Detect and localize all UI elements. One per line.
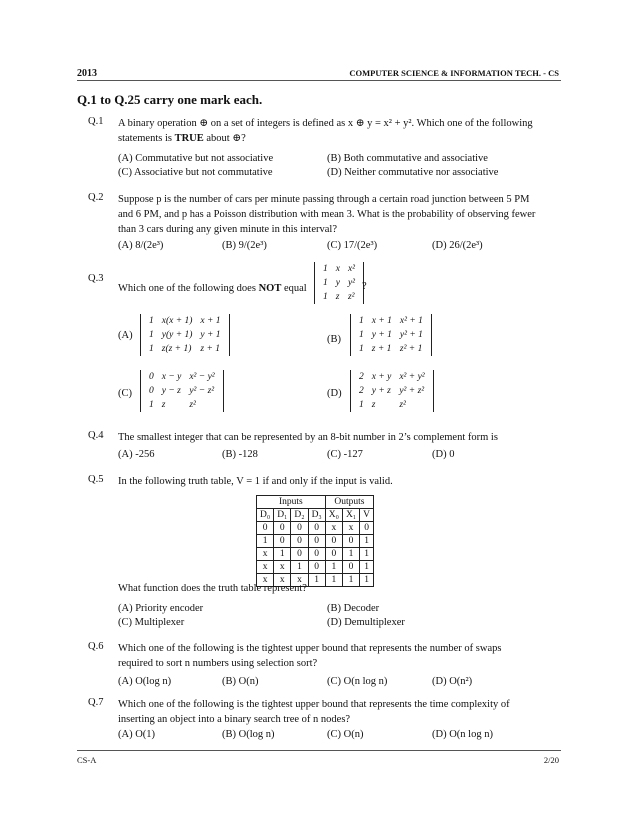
q6-option-c[interactable]: (C) O(n log n) <box>327 676 388 687</box>
table-cell: 0 <box>342 535 359 548</box>
table-cell: 0 <box>308 535 325 548</box>
q3-text-post: equal <box>281 283 307 294</box>
determinant-entry: x(x + 1) <box>161 316 193 326</box>
determinant-entry: 2 <box>359 386 364 396</box>
table-cell: 0 <box>291 548 308 561</box>
q5-option-d[interactable]: (D) Demultiplexer <box>327 617 405 628</box>
determinant-entry: 1 <box>323 292 328 302</box>
q4-option-b[interactable]: (B) -128 <box>222 449 258 460</box>
truth-table-header-cell: V <box>360 509 374 522</box>
table-cell: x <box>342 522 359 535</box>
determinant-entry: x + 1 <box>200 316 221 326</box>
table-cell: x <box>257 574 274 587</box>
q5-number: Q.5 <box>88 474 104 485</box>
determinant-entry: 1 <box>359 330 364 340</box>
q6-text-line1: Which one of the following is the tightest upper bound that represents the number of swaps <box>118 643 502 654</box>
determinant-entry: y + 1 <box>200 330 221 340</box>
q1-option-a[interactable]: (A) Commutative but not associative <box>118 153 274 164</box>
determinant-entry: z² + 1 <box>399 344 423 354</box>
q4-number: Q.4 <box>88 430 104 441</box>
table-cell: x <box>325 522 342 535</box>
truth-table-header-cell: D₃ <box>308 509 325 522</box>
table-cell: x <box>291 574 308 587</box>
q3-number: Q.3 <box>88 273 104 284</box>
q1-text <box>118 116 558 146</box>
q2-option-d[interactable]: (D) 26/(2e³) <box>432 240 483 251</box>
determinant-entry: x + 1 <box>371 316 392 326</box>
table-cell: 0 <box>257 522 274 535</box>
q7-option-d[interactable]: (D) O(n log n) <box>432 729 493 740</box>
q3-text-pre: Which one of the following does <box>118 283 259 294</box>
table-cell: 0 <box>308 561 325 574</box>
table-cell: 1 <box>342 548 359 561</box>
determinant-entry: y + z <box>371 386 391 396</box>
truth-table-header-cell: D₀ <box>257 509 274 522</box>
truth-table-header-cell: D₂ <box>291 509 308 522</box>
q7-option-b[interactable]: (B) O(log n) <box>222 729 275 740</box>
determinant-entry: z <box>161 400 166 410</box>
table-cell: 1 <box>291 561 308 574</box>
table-cell: x <box>274 574 291 587</box>
q7-option-a[interactable]: (A) O(1) <box>118 729 156 740</box>
determinant-entry: 1 <box>359 400 364 410</box>
determinant-entry: 0 <box>149 372 154 382</box>
table-cell: 0 <box>291 522 308 535</box>
table-cell: 1 <box>274 548 291 561</box>
determinant-entry: y² <box>347 278 356 288</box>
determinant-entry: z² <box>189 400 196 410</box>
q3-option-c-label[interactable]: (C) <box>118 388 132 399</box>
truth-table-group-inputs: Inputs <box>257 496 326 509</box>
header-title: COMPUTER SCIENCE & INFORMATION TECH. - CS <box>349 68 559 78</box>
q2-text <box>118 192 558 237</box>
q6-number: Q.6 <box>88 641 104 652</box>
table-cell: 0 <box>274 535 291 548</box>
determinant-entry: z <box>371 400 376 410</box>
q5-option-b[interactable]: (B) Decoder <box>327 603 380 614</box>
table-row <box>257 548 374 561</box>
q2-number: Q.2 <box>88 192 104 203</box>
q6-option-a[interactable]: (A) O(log n) <box>118 676 172 687</box>
q4-option-c[interactable]: (C) -127 <box>327 449 363 460</box>
q3-question-mark: ? <box>362 281 367 292</box>
q1-option-b[interactable]: (B) Both commutative and associative <box>327 153 488 164</box>
truth-table-group-row <box>257 496 374 509</box>
q5-text: In the following truth table, V = 1 if and only if the input is valid. <box>118 476 393 487</box>
table-cell: x <box>257 548 274 561</box>
determinant-entry: y <box>335 278 340 288</box>
table-cell: 0 <box>342 561 359 574</box>
determinant-entry: 1 <box>149 400 154 410</box>
determinant-entry: x <box>335 264 340 274</box>
q3-option-b-label[interactable]: (B) <box>327 334 341 345</box>
q3-option-a-determinant[interactable] <box>140 314 230 356</box>
footer-page: 2/20 <box>543 755 559 765</box>
q1-text-line1: A binary operation ⊕ on a set of integers is defined as x ⊕ y = x² + y². Which one of the following <box>118 118 533 129</box>
q3-option-d-label[interactable]: (D) <box>327 388 342 399</box>
determinant-entry: 1 <box>359 344 364 354</box>
determinant-entry: 2 <box>359 372 364 382</box>
determinant-entry: z² <box>399 400 406 410</box>
table-cell: 1 <box>360 548 374 561</box>
determinant-entry: 1 <box>323 264 328 274</box>
q7-number: Q.7 <box>88 697 104 708</box>
q4-option-a[interactable]: (A) -256 <box>118 449 155 460</box>
determinant-entry: z² <box>347 292 355 302</box>
footer-left: CS-A <box>77 755 97 765</box>
table-cell: x <box>257 561 274 574</box>
table-cell: 1 <box>360 535 374 548</box>
q5-option-a[interactable]: (A) Priority encoder <box>118 603 204 614</box>
table-cell: 0 <box>325 548 342 561</box>
q1-text-line2 <box>118 131 558 146</box>
q3-text <box>118 281 318 296</box>
determinant-entry: y² + 1 <box>399 330 423 340</box>
q5-option-c[interactable]: (C) Multiplexer <box>118 617 185 628</box>
footer-rule <box>77 750 561 751</box>
truth-table-header-cell: X₁ <box>342 509 359 522</box>
header-rule <box>77 80 561 81</box>
determinant-entry: x² <box>347 264 356 274</box>
q2-option-c[interactable]: (C) 17/(2e³) <box>327 240 378 251</box>
q7-text-line1: Which one of the following is the tightest upper bound that represents the time complexity of <box>118 699 510 710</box>
q5-truth-table <box>256 495 374 587</box>
table-cell: 0 <box>308 522 325 535</box>
q3-option-d-determinant[interactable] <box>350 370 434 412</box>
q2-option-a[interactable]: (A) 8/(2e³) <box>118 240 164 251</box>
determinant-entry: z + 1 <box>200 344 221 354</box>
q1-text-post: about ⊕? <box>203 133 246 144</box>
q1-number: Q.1 <box>88 116 104 127</box>
determinant-entry: z(z + 1) <box>161 344 192 354</box>
q4-text: The smallest integer that can be represented by an 8-bit number in 2’s complement form is <box>118 432 498 443</box>
table-cell: x <box>274 561 291 574</box>
table-cell: 0 <box>308 548 325 561</box>
table-cell: 1 <box>360 574 374 587</box>
q7-text-line2: inserting an object into a binary search tree of n nodes? <box>118 714 351 725</box>
determinant-entry: y + 1 <box>371 330 392 340</box>
q3-option-b-determinant[interactable] <box>350 314 432 356</box>
truth-table-header-cell: D₁ <box>274 509 291 522</box>
q1-option-c[interactable]: (C) Associative but not commutative <box>118 167 273 178</box>
table-row <box>257 561 374 574</box>
determinant-entry: z + 1 <box>371 344 392 354</box>
q3-main-determinant <box>314 262 364 304</box>
determinant-entry: z <box>335 292 340 302</box>
q2-text-line1: Suppose p is the number of cars per minute passing through a certain road junction between 5 PM <box>118 194 530 205</box>
table-cell: 0 <box>360 522 374 535</box>
determinant-entry: 1 <box>359 316 364 326</box>
determinant-entry: x² + y² <box>399 372 425 382</box>
determinant-entry: 1 <box>149 344 154 354</box>
table-cell: 1 <box>360 561 374 574</box>
q4-option-d[interactable]: (D) 0 <box>432 449 455 460</box>
q3-text-bold: NOT <box>258 283 282 294</box>
table-cell: 1 <box>325 561 342 574</box>
q1-text-pre: statements is <box>118 133 175 144</box>
determinant-entry: 1 <box>149 330 154 340</box>
truth-table-header-cell: X₀ <box>325 509 342 522</box>
q7-text <box>118 697 558 727</box>
determinant-entry: y² + z² <box>399 386 425 396</box>
q3-option-c-determinant[interactable] <box>140 370 224 412</box>
q6-text-line2: required to sort n numbers using selection sort? <box>118 658 318 669</box>
q2-text-line3: than 3 cars during any given minute in this interval? <box>118 224 337 235</box>
q6-option-b[interactable]: (B) O(n) <box>222 676 259 687</box>
determinant-entry: x² − y² <box>189 372 215 382</box>
determinant-entry: x − y <box>161 372 182 382</box>
table-cell: 1 <box>257 535 274 548</box>
table-cell: 1 <box>308 574 325 587</box>
determinant-entry: y(y + 1) <box>161 330 193 340</box>
determinant-entry: x + y <box>371 372 392 382</box>
table-cell: 1 <box>342 574 359 587</box>
table-row <box>257 535 374 548</box>
q6-option-d[interactable]: (D) O(n²) <box>432 676 473 687</box>
table-cell: 0 <box>325 535 342 548</box>
q2-option-b[interactable]: (B) 9/(2e³) <box>222 240 267 251</box>
q1-text-bold: TRUE <box>174 133 204 144</box>
determinant-entry: y² − z² <box>189 386 215 396</box>
table-cell: 1 <box>325 574 342 587</box>
determinant-entry: y − z <box>161 386 181 396</box>
section-title: Q.1 to Q.25 carry one mark each. <box>77 92 263 107</box>
truth-table-group-outputs: Outputs <box>325 496 373 509</box>
determinant-entry: 1 <box>149 316 154 326</box>
table-row <box>257 522 374 535</box>
q6-text <box>118 641 558 671</box>
determinant-entry: 0 <box>149 386 154 396</box>
q1-option-d[interactable]: (D) Neither commutative nor associative <box>327 167 499 178</box>
q3-option-a-label[interactable]: (A) <box>118 330 133 341</box>
q5-question: What function does the truth table represent? <box>118 583 307 594</box>
q7-option-c[interactable]: (C) O(n) <box>327 729 364 740</box>
table-cell: 0 <box>291 535 308 548</box>
truth-table-header-row <box>257 509 374 522</box>
determinant-entry: 1 <box>323 278 328 288</box>
header-year: 2013 <box>77 68 97 79</box>
determinant-entry: x² + 1 <box>399 316 423 326</box>
q2-text-line2: and 6 PM, and p has a Poisson distribution with mean 3. What is the probability of observing fewer <box>118 209 536 220</box>
table-cell: 0 <box>274 522 291 535</box>
